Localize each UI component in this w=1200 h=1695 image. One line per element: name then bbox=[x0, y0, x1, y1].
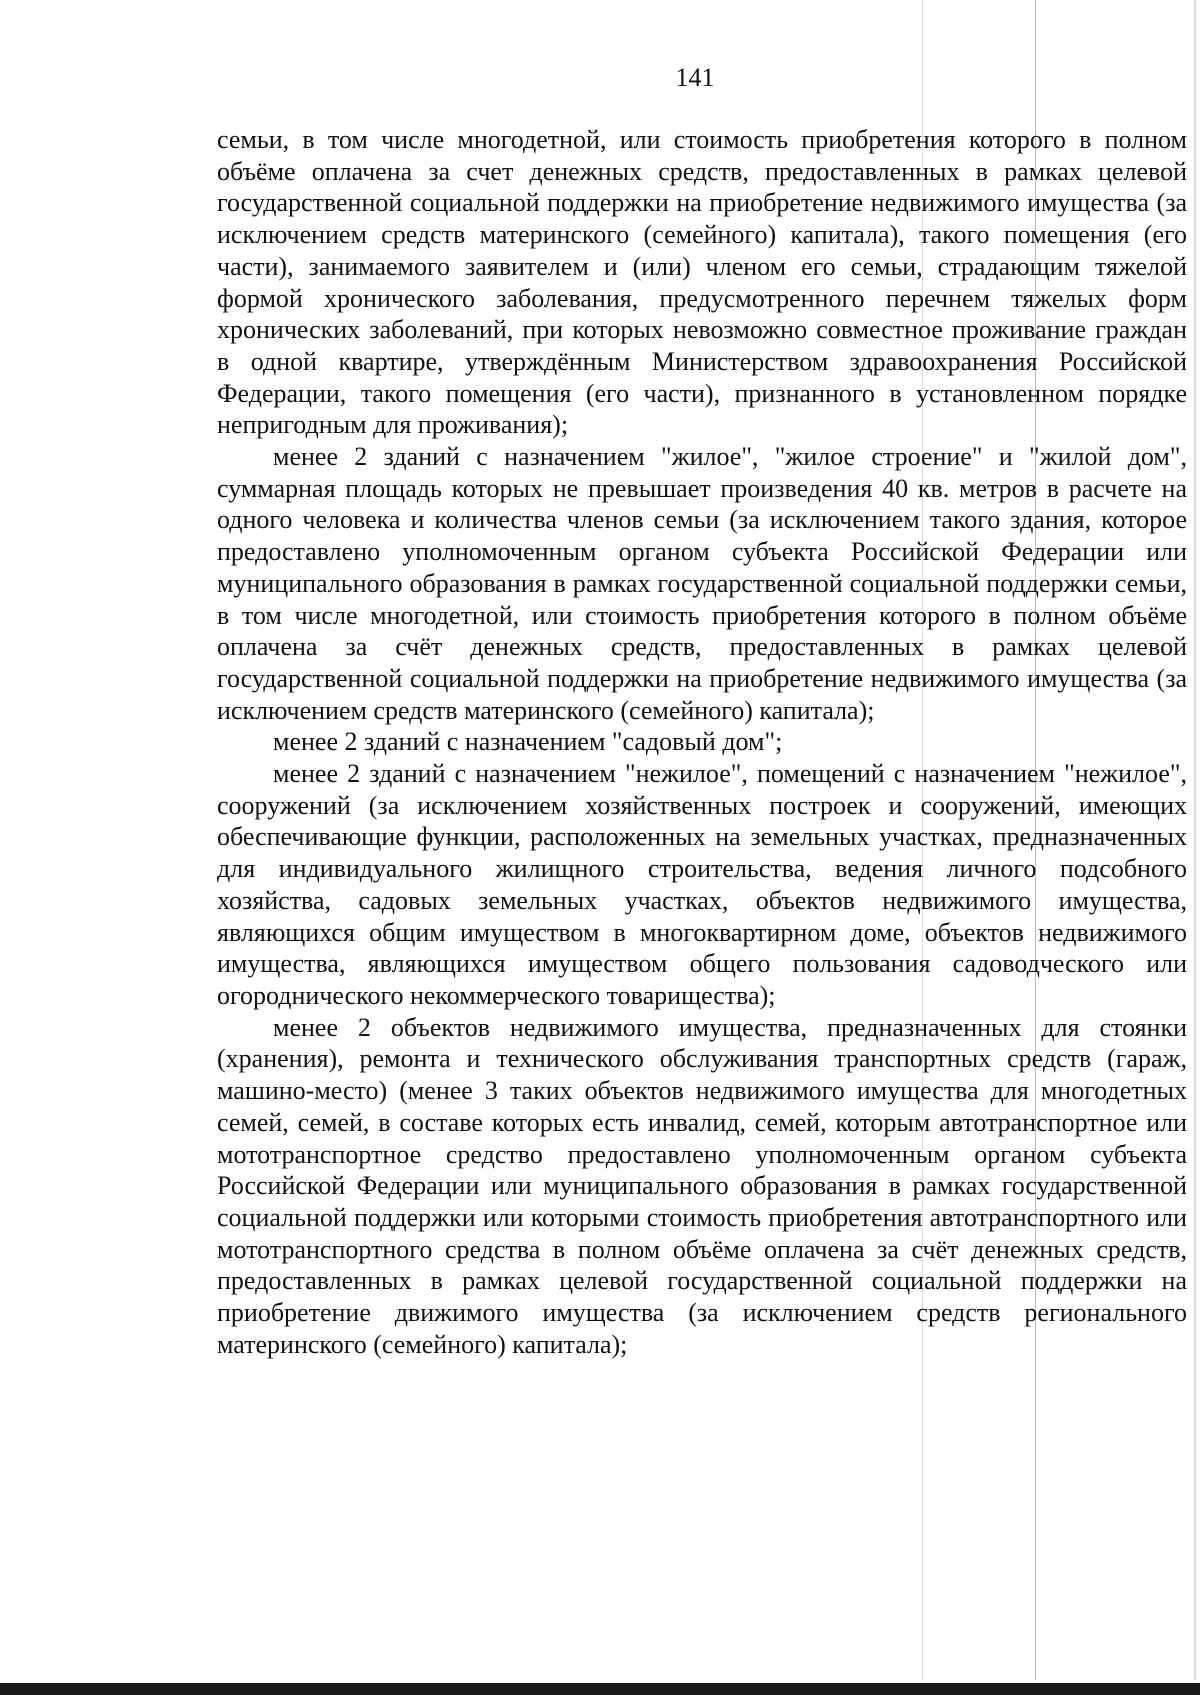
page-number: 141 bbox=[675, 63, 715, 92]
paragraph-garden-house: менее 2 зданий с назначением "садовый дом"; bbox=[273, 727, 783, 757]
scan-edge-line bbox=[1194, 0, 1196, 1680]
paragraph-continuation: семьи, в том числе многодетной, или стоимость приобретения которого в полном объёме оплачена за счет денежных средств, предоставленных в рамках целевой государственной социальной поддержки на приобретение недвижимого имущества (за исключением средств материнского (семейного) капитала), такого помещения (его части), занимаемого заявителем и (или) членом его семьи, страдающим тяжелой формой хронического заболевания, предусмотренного перечнем тяжелых форм хронических заболеваний, при которых невозможно совместное проживание граждан в одной квартире, утверждённым Министерством здравоохранения Российской Федерации, такого помещения (его части), признанного в установленном порядке непригодным для проживания); bbox=[217, 125, 1187, 440]
scan-bottom-edge bbox=[0, 1683, 1200, 1695]
document-body bbox=[217, 124, 1187, 1360]
paragraph-vehicle-storage: менее 2 объектов недвижимого имущества, предназначенных для стоянки (хранения), ремонта и технического обслуживания транспортных средств (гараж, машино-место) (менее 3 таких объектов недвижимого имущества для многодетных семей, семей, в составе которых есть инвалид, семей, которым автотранспортное или мототранспортное средство предоставлено уполномоченным органом субъекта Российской Федерации или муниципального образования в рамках государственной социальной поддержки или которыми стоимость приобретения автотранспортного или мототранспортного средства в полном объёме оплачена за счёт денежных средств, предоставленных в рамках целевой государственной социальной поддержки на приобретение движимого имущества (за исключением средств регионального материнского (семейного) капитала); bbox=[217, 1012, 1187, 1359]
paragraph-residential-buildings: менее 2 зданий с назначением "жилое", "жилое строение" и "жилой дом", суммарная площадь которых не превышает произведения 40 кв. метров в расчете на одного человека и количества членов семьи (за исключением такого здания, которое предоставлено уполномоченным органом субъекта Российской Федерации или муниципального образования в рамках государственной социальной поддержки семьи, в том числе многодетной, или стоимость приобретения которого в полном объёме оплачена за счёт денежных средств, предоставленных в рамках целевой государственной социальной поддержки на приобретение недвижимого имущества (за исключением средств материнского (семейного) капитала); bbox=[217, 442, 1187, 725]
paragraph-non-residential: менее 2 зданий с назначением "нежилое", помещений с назначением "нежилое", сооружений (за исключением хозяйственных построек и сооружений, имеющих обеспечивающие функции, расположенных на земельных участках, предназначенных для индивидуального жилищного строительства, ведения личного подсобного хозяйства, садовых земельных участках, объектов недвижимого имущества, являющихся общим имуществом в многоквартирном доме, объектов недвижимого имущества, являющихся имуществом общего пользования садоводческого или огороднического некоммерческого товарищества); bbox=[217, 759, 1187, 1010]
